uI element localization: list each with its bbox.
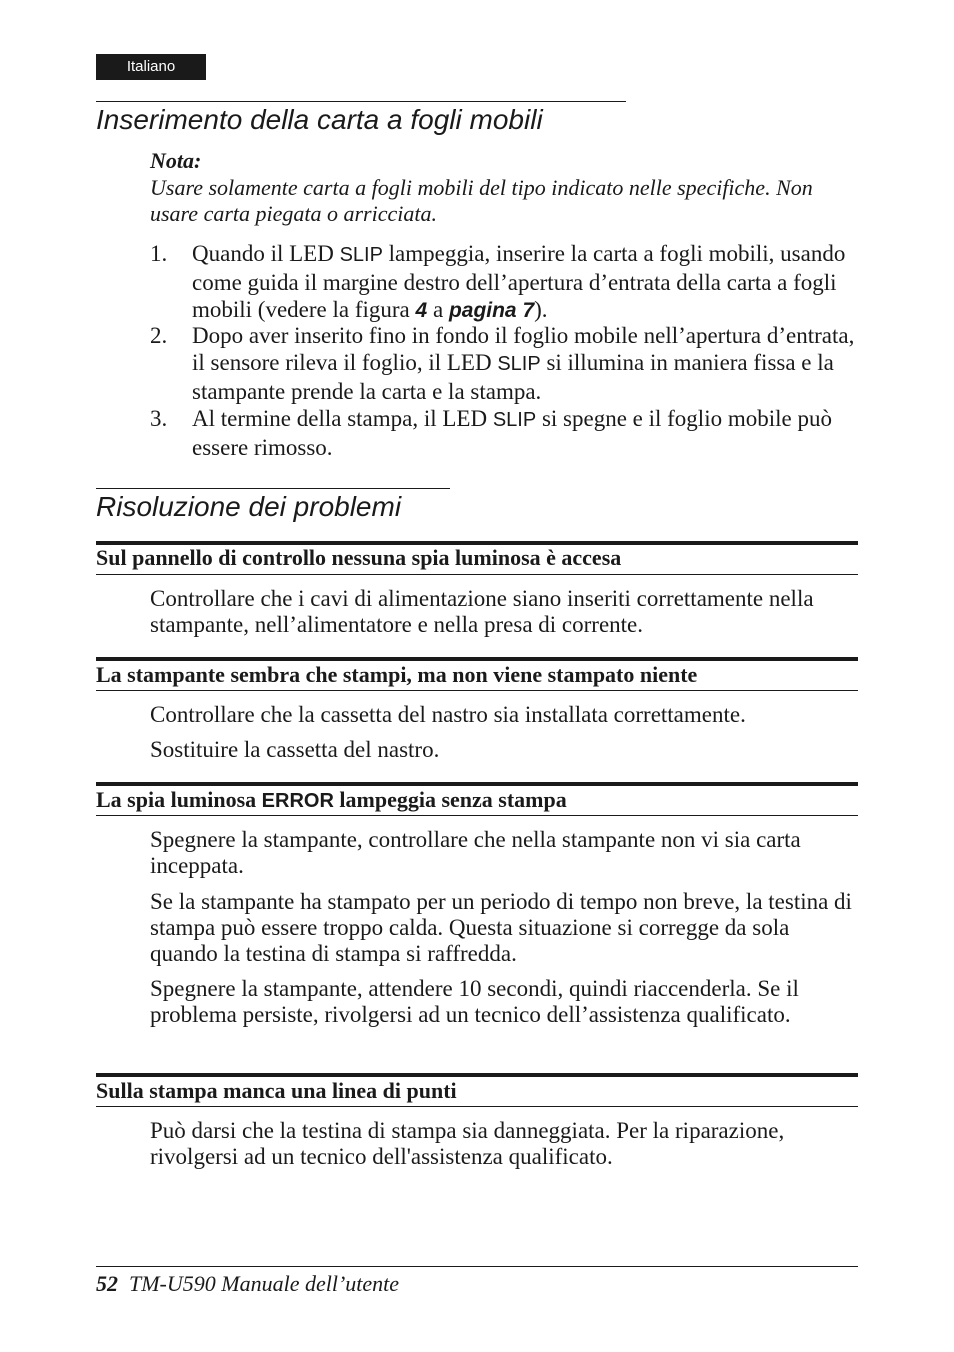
problem-paragraph: Spegnere la stampante, attendere 10 secondi, quindi riaccenderla. Se il problema persiste, rivolgersi ad un tecnico dell’assistenza qualificato. bbox=[150, 976, 799, 1027]
step-item bbox=[0, 405, 954, 461]
page-ref-link: pagina 7 bbox=[448, 299, 535, 322]
problem-paragraph: Controllare che la cassetta del nastro sia installata correttamente. bbox=[150, 702, 746, 727]
problem-heading-rule-top bbox=[96, 657, 858, 661]
step-number: 2. bbox=[150, 323, 168, 348]
page-footer bbox=[96, 1271, 399, 1297]
problem-heading: Sul pannello di controllo nessuna spia luminosa è accesa bbox=[96, 545, 622, 570]
problem-paragraph: Sostituire la cassetta del nastro. bbox=[150, 737, 440, 762]
problem-heading: La stampante sembra che stampi, ma non viene stampato niente bbox=[96, 662, 698, 687]
problem-paragraph: Controllare che i cavi di alimentazione siano inseriti correttamente nella stampante, nell’alimentatore e nella presa di corrente. bbox=[150, 586, 814, 637]
note-text: Usare solamente carta a fogli mobili del tipo indicato nelle specifiche. Non usare carta piegata o arricciata. bbox=[150, 175, 813, 226]
problem-heading-rule-bottom bbox=[96, 815, 858, 816]
led-slip-label: SLIP bbox=[492, 409, 537, 431]
step-number: 1. bbox=[150, 241, 168, 266]
led-slip-label: SLIP bbox=[497, 353, 541, 375]
problem-heading: Sulla stampa manca una linea di punti bbox=[96, 1078, 457, 1103]
led-slip-label: SLIP bbox=[339, 244, 383, 266]
section-title-troubleshooting: Risoluzione dei problemi bbox=[96, 491, 402, 522]
problem-heading-rule-bottom bbox=[96, 1106, 858, 1107]
step-text: Dopo aver inserito fino in fondo il foglio mobile nell’apertura d’entrata, il sensore rileva il foglio, il LED SLIP si illumina in maniera fissa e la stampante prende la carta e la stampa. bbox=[192, 323, 855, 404]
note-label: Nota: bbox=[150, 148, 202, 173]
problem-paragraph: Se la stampante ha stampato per un periodo di tempo non breve, la testina di stampa può essere troppo calda. Questa situazione si corregge da sola quando la testina di stampa si raffredda. bbox=[150, 889, 852, 966]
language-tab: Italiano bbox=[96, 54, 206, 80]
step-text: Quando il LED SLIP lampeggia, inserire la carta a fogli mobili, usando come guida il margine destro dell’apertura d’entrata della carta a fogli mobili (vedere la figura 4 a pagina 7). bbox=[192, 241, 846, 322]
step-number: 3. bbox=[150, 406, 168, 431]
page-number: 52 bbox=[96, 1271, 118, 1296]
section-title-loose-sheet: Inserimento della carta a fogli mobili bbox=[96, 104, 543, 135]
problem-heading-rule-bottom bbox=[96, 690, 858, 691]
footer-rule bbox=[96, 1266, 858, 1267]
step-text: Al termine della stampa, il LED SLIP si spegne e il foglio mobile può essere rimosso. bbox=[192, 406, 832, 460]
problem-paragraph: Può darsi che la testina di stampa sia danneggiata. Per la riparazione, rivolgersi ad un tecnico dell'assistenza qualificato. bbox=[150, 1118, 785, 1169]
problem-paragraph: Spegnere la stampante, controllare che nella stampante non vi sia carta inceppata. bbox=[150, 827, 801, 878]
step-item bbox=[0, 240, 954, 320]
error-led-label: ERROR bbox=[261, 790, 334, 812]
document-title: TM-U590 Manuale dell’utente bbox=[129, 1271, 400, 1296]
problem-heading: La spia luminosa ERROR lampeggia senza stampa bbox=[96, 787, 567, 812]
step-item bbox=[0, 322, 954, 402]
figure-ref: 4 bbox=[415, 299, 428, 322]
problem-heading-rule-top bbox=[96, 782, 858, 786]
problem-heading-rule-bottom bbox=[96, 574, 858, 575]
problem-heading-rule-top bbox=[96, 1073, 858, 1077]
